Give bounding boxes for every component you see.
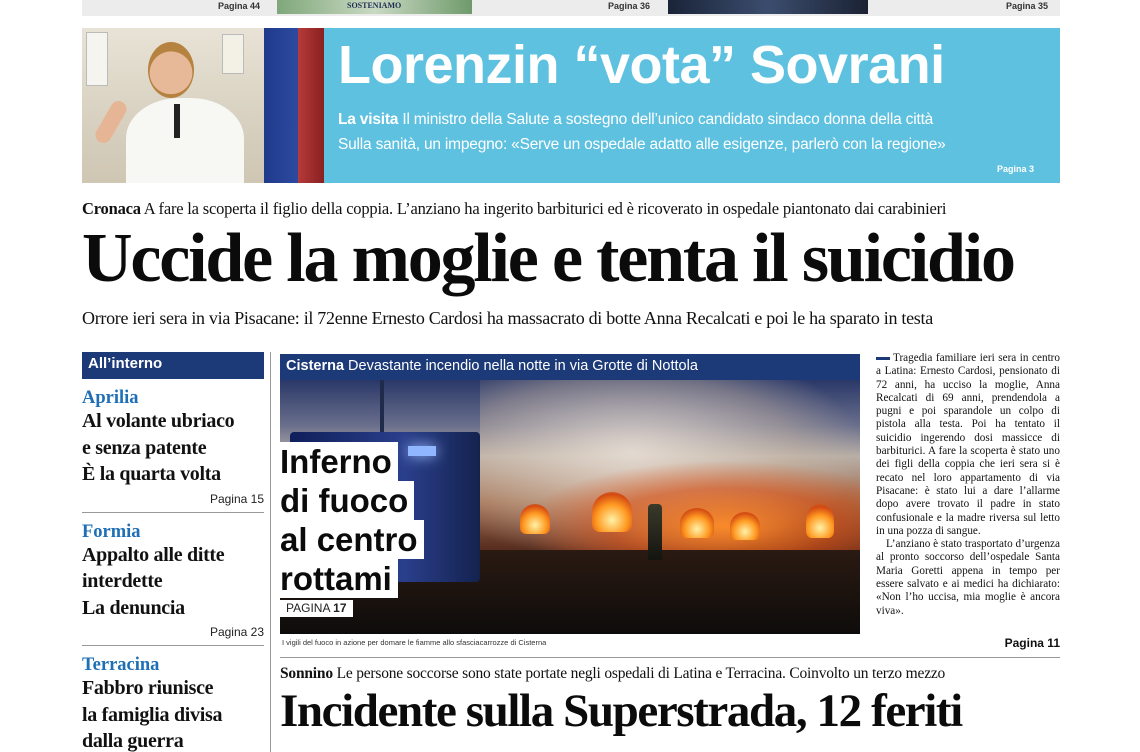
flame-shape	[730, 512, 760, 540]
banner-page-ref[interactable]: Pagina 3	[996, 164, 1034, 174]
top-strip	[82, 0, 1060, 16]
banner-lorenzin[interactable]	[82, 28, 1060, 183]
flag-shape	[298, 28, 324, 183]
bottom-kicker	[280, 665, 945, 683]
poster-shape	[86, 32, 108, 86]
banner-photo	[82, 28, 324, 183]
sidebar-item-formia[interactable]	[82, 513, 264, 647]
poster-shape	[222, 34, 244, 74]
banner-summary-line-1	[338, 111, 933, 129]
main-headline[interactable]: Uccide la moglie e tenta il suicidio	[82, 220, 1014, 297]
right-article-para-1	[876, 352, 1060, 538]
top-photo-left[interactable]	[277, 0, 472, 14]
sidebar-item-title-line: La denuncia	[82, 596, 185, 619]
sidebar-all-interno	[82, 352, 264, 752]
flag-shape	[264, 28, 298, 183]
main-kicker-label: Cronaca	[82, 199, 141, 218]
speaker-head-shape	[148, 42, 194, 98]
microphone-icon	[174, 104, 180, 138]
photo-story-kicker	[280, 354, 860, 380]
sidebar-item-place: Aprilia	[82, 388, 139, 408]
banner-kicker: La visita	[338, 111, 399, 128]
sidebar-item-title-line: e senza patente	[82, 436, 207, 459]
main-kicker-text: A fare la scoperta il figlio della coppia. L’anziano ha ingerito barbiturici ed è ricoverato in ospedale piantonato dai carabinieri	[140, 199, 947, 218]
sidebar-item-terracina[interactable]	[82, 646, 264, 752]
photo-page-ref[interactable]	[280, 600, 353, 617]
top-page-ref-middle[interactable]: Pagina 36	[608, 1, 651, 11]
sidebar-header: All’interno	[82, 352, 264, 379]
sidebar-item-place: Formia	[82, 521, 141, 542]
sidebar-item-title-line: Appalto alle ditte	[82, 543, 225, 566]
sidebar-item-place: Terracina	[82, 655, 160, 675]
sidebar-item-title-line: Al volante ubriaco	[82, 410, 235, 432]
firefighter-shape	[648, 504, 662, 560]
ladder-shape	[380, 380, 384, 440]
speaker-body-shape	[126, 98, 244, 183]
photo-page-label: PAGINA	[286, 601, 330, 615]
truck-light-shape	[408, 446, 436, 456]
right-article-page-ref[interactable]: Pagina 11	[1004, 636, 1060, 650]
photo-caption-line[interactable]: rottami	[274, 559, 398, 598]
photo-page-number: 17	[333, 601, 347, 615]
bottom-kicker-label: Sonnino	[280, 665, 333, 682]
sidebar-item-title-line: la famiglia divisa	[82, 703, 223, 726]
dash-icon	[876, 357, 890, 360]
sidebar-item-title-line: interdette	[82, 570, 163, 592]
banner-line-1-text: Il ministro della Salute a sostegno dell’unico candidato sindaco donna della città	[398, 111, 934, 128]
top-page-ref-right[interactable]: Pagina 35	[1006, 1, 1049, 11]
sidebar-item-page-ref[interactable]: Pagina 15	[209, 491, 264, 506]
sidebar-item-title-line: dalla guerra	[82, 730, 184, 752]
photo-credit: I vigili del fuoco in azione per domare le fiamme allo sfasciacarrozze di Cisterna	[282, 638, 547, 647]
sidebar-item-title-line: Fabbro riunisce	[82, 677, 214, 699]
bottom-kicker-text: Le persone soccorse sono state portate negli ospedali di Latina e Terracina. Coinvolto un terzo mezzo	[332, 665, 946, 682]
banner-summary-line-2: Sulla sanità, un impegno: «Serve un ospedale adatto alle esigenze, parlerò con la regione»	[338, 136, 946, 153]
sidebar-item-title-line: È la quarta volta	[82, 463, 221, 485]
banner-title[interactable]: Lorenzin “vota” Sovrani	[338, 35, 945, 95]
top-photo-caption: SOSTENIAMO	[347, 1, 402, 10]
bottom-headline[interactable]: Incidente sulla Superstrada, 12 feriti	[280, 685, 962, 737]
photo-caption-line[interactable]: al centro	[274, 520, 424, 559]
column-divider	[270, 352, 271, 752]
photo-caption-line[interactable]: di fuoco	[274, 481, 414, 520]
top-photo-right[interactable]	[668, 0, 868, 14]
right-article	[876, 352, 1060, 618]
right-article-para-2: L’anziano è stato trasportato d’urgenza al pronto soccorso dell’ospedale Santa Maria Goretti appena in tempo per essere salvato e ai medici ha dichiarato: «Non l’ho uccisa, mia moglie è ancora viva».	[876, 538, 1060, 617]
main-subheadline: Orrore ieri sera in via Pisacane: il 72enne Ernesto Cardosi ha massacrato di botte Anna Recalcati e poi le ha sparato in testa	[82, 308, 933, 328]
main-kicker	[82, 199, 1060, 219]
sidebar-item-aprilia[interactable]	[82, 379, 264, 513]
sidebar-item-page-ref[interactable]: Pagina 23	[209, 625, 264, 639]
right-article-para-1-text: Tragedia familiare ieri sera in centro a Latina: Ernesto Cardosi, pensionato di 72 anni, ha ucciso la moglie, Anna Recalcati di 69 anni, prendendola a pugni e poi sparandole un colpo di pistola alla testa. Poi ha tentato il suicidio ingerendo dosi massicce di barbiturici. A fare la scoperta è stato uno dei figli della coppia che ieri sera si è recato nel loro appartamento di via Pisacane: è stato lui a dare l’allarme dopo avere trovato il padre in stato confusionale e la madre riversa sul letto in una pozza di sangue.	[876, 352, 1060, 537]
photo-story-kicker-text: Devastante incendio nella notte in via Grotte di Nottola	[344, 358, 698, 374]
flame-shape	[680, 508, 714, 538]
flame-shape	[806, 504, 834, 538]
photo-story-place: Cisterna	[286, 358, 345, 374]
photo-caption-line[interactable]: Inferno	[274, 442, 398, 481]
speaker-arm-shape	[93, 98, 130, 146]
flame-shape	[592, 492, 632, 532]
section-divider	[280, 657, 1060, 658]
top-page-ref-left[interactable]: Pagina 44	[218, 1, 261, 11]
flame-shape	[520, 504, 550, 534]
